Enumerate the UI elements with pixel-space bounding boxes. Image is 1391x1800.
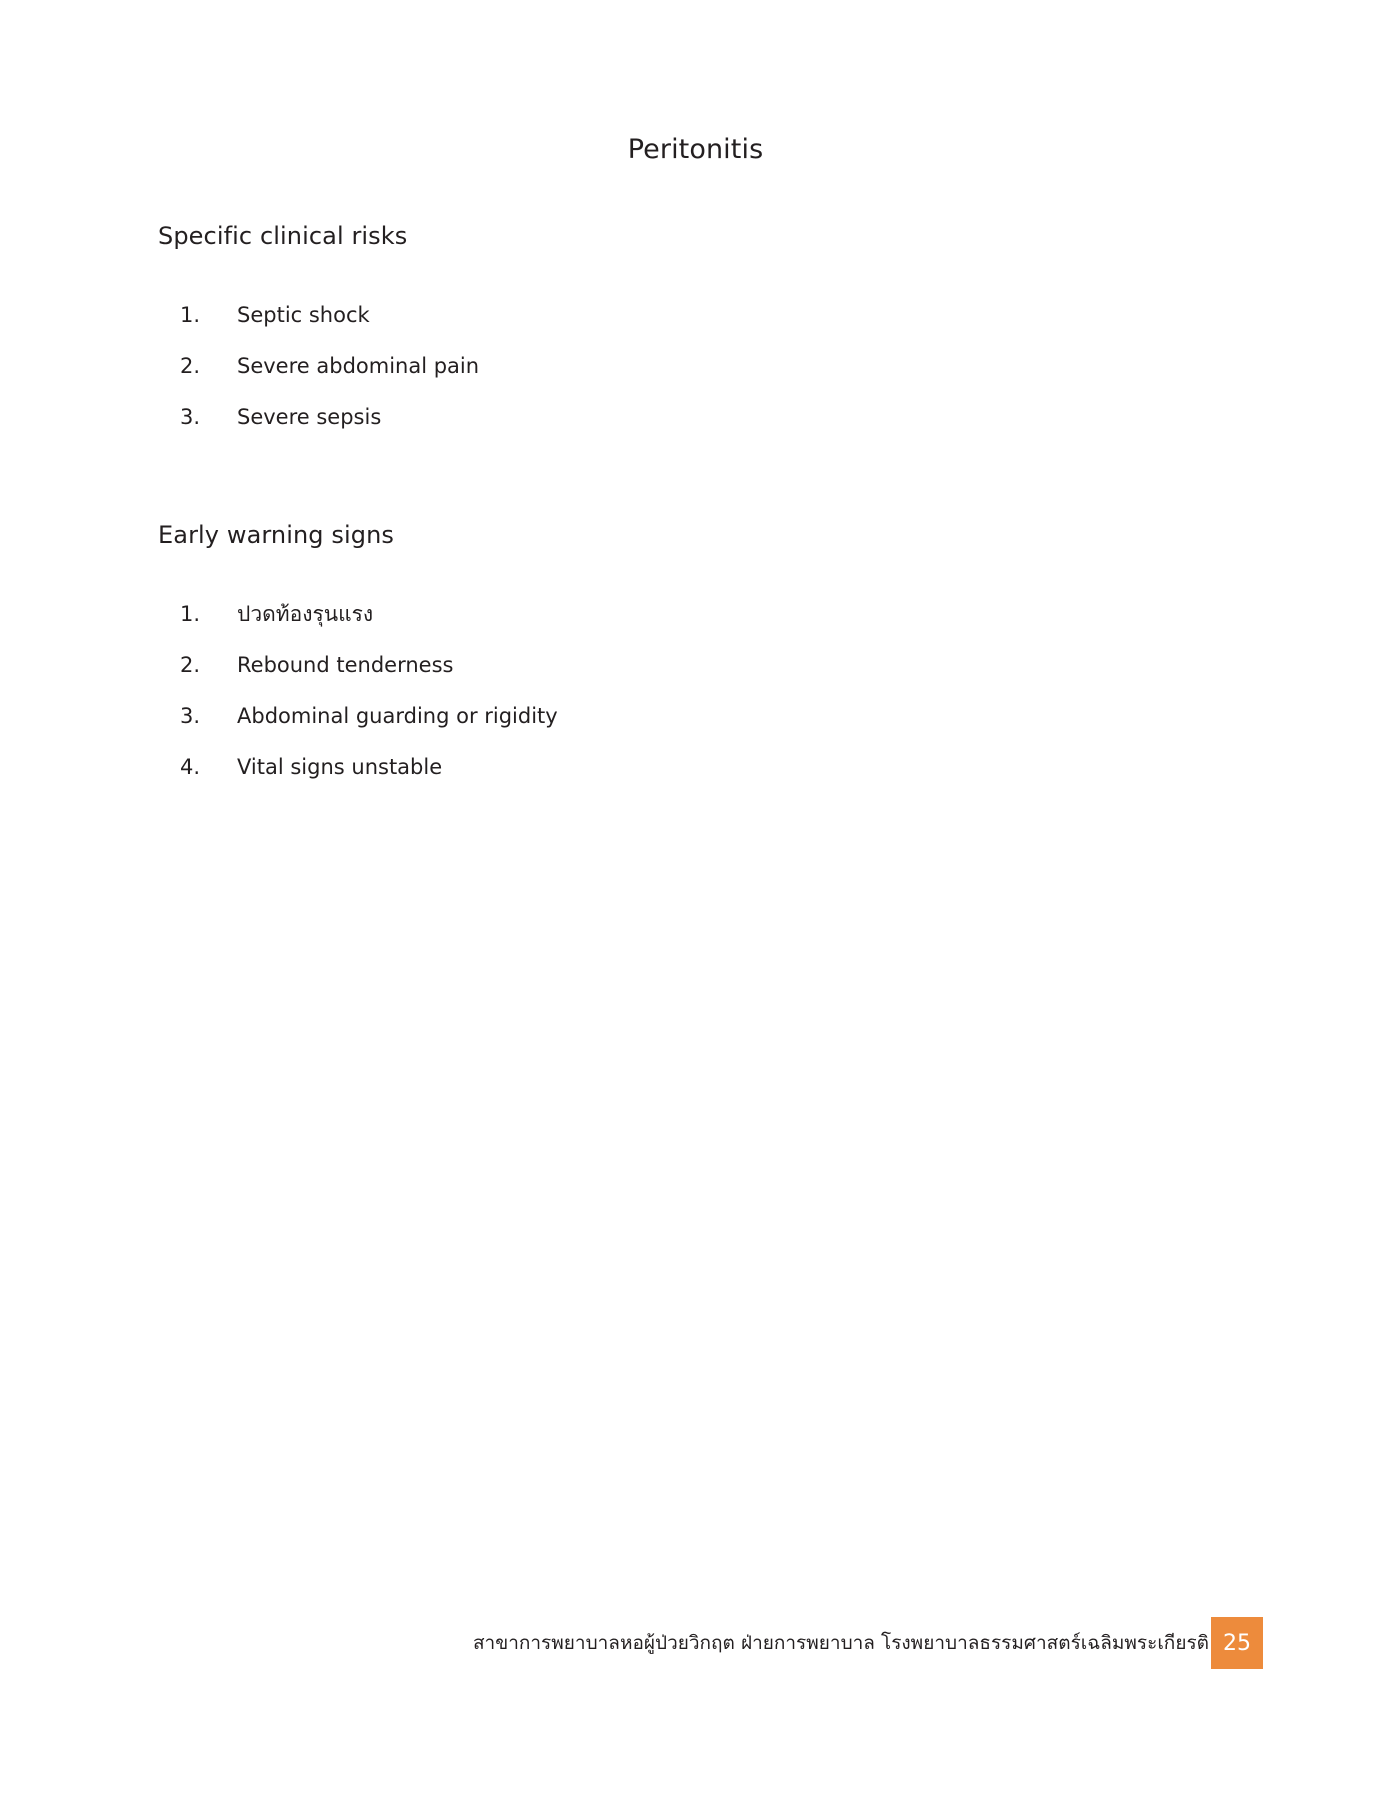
list-item xyxy=(158,742,1058,793)
list-item-label: Severe abdominal pain xyxy=(237,354,480,378)
list-item-label: Abdominal guarding or rigidity xyxy=(237,704,558,728)
list-item-label: Vital signs unstable xyxy=(237,755,443,779)
list-specific-clinical-risks xyxy=(158,290,1058,443)
list-item xyxy=(158,392,1058,443)
list-marker: 2. xyxy=(179,653,200,677)
list-item-label: Septic shock xyxy=(237,303,370,327)
list-item-label: Severe sepsis xyxy=(237,405,382,429)
list-item xyxy=(158,290,1058,341)
list-marker: 1. xyxy=(179,602,200,626)
section-heading-early-warning-signs: Early warning signs xyxy=(158,521,394,549)
list-marker: 4. xyxy=(179,755,200,779)
list-item xyxy=(158,640,1058,691)
list-item xyxy=(158,589,1058,640)
list-marker: 1. xyxy=(179,303,200,327)
page-footer xyxy=(0,1617,1391,1669)
section-heading-specific-clinical-risks: Specific clinical risks xyxy=(158,222,408,250)
list-item-label: Rebound tenderness xyxy=(237,653,454,677)
list-marker: 2. xyxy=(179,354,200,378)
list-early-warning-signs xyxy=(158,589,1058,793)
list-marker: 3. xyxy=(179,405,200,429)
page-title: Peritonitis xyxy=(627,134,764,165)
list-item xyxy=(158,691,1058,742)
list-item xyxy=(158,341,1058,392)
footer-organization-text: สาขาการพยาบาลหอผู้ป่วยวิกฤต ฝ่ายการพยาบาล โรงพยาบาลธรรมศาสตร์เฉลิมพระเกียรติ xyxy=(472,1632,1209,1654)
page-number-badge: 25 xyxy=(1211,1617,1263,1669)
list-item-label: ปวดท้องรุนแรง xyxy=(237,602,374,626)
list-marker: 3. xyxy=(179,704,200,728)
